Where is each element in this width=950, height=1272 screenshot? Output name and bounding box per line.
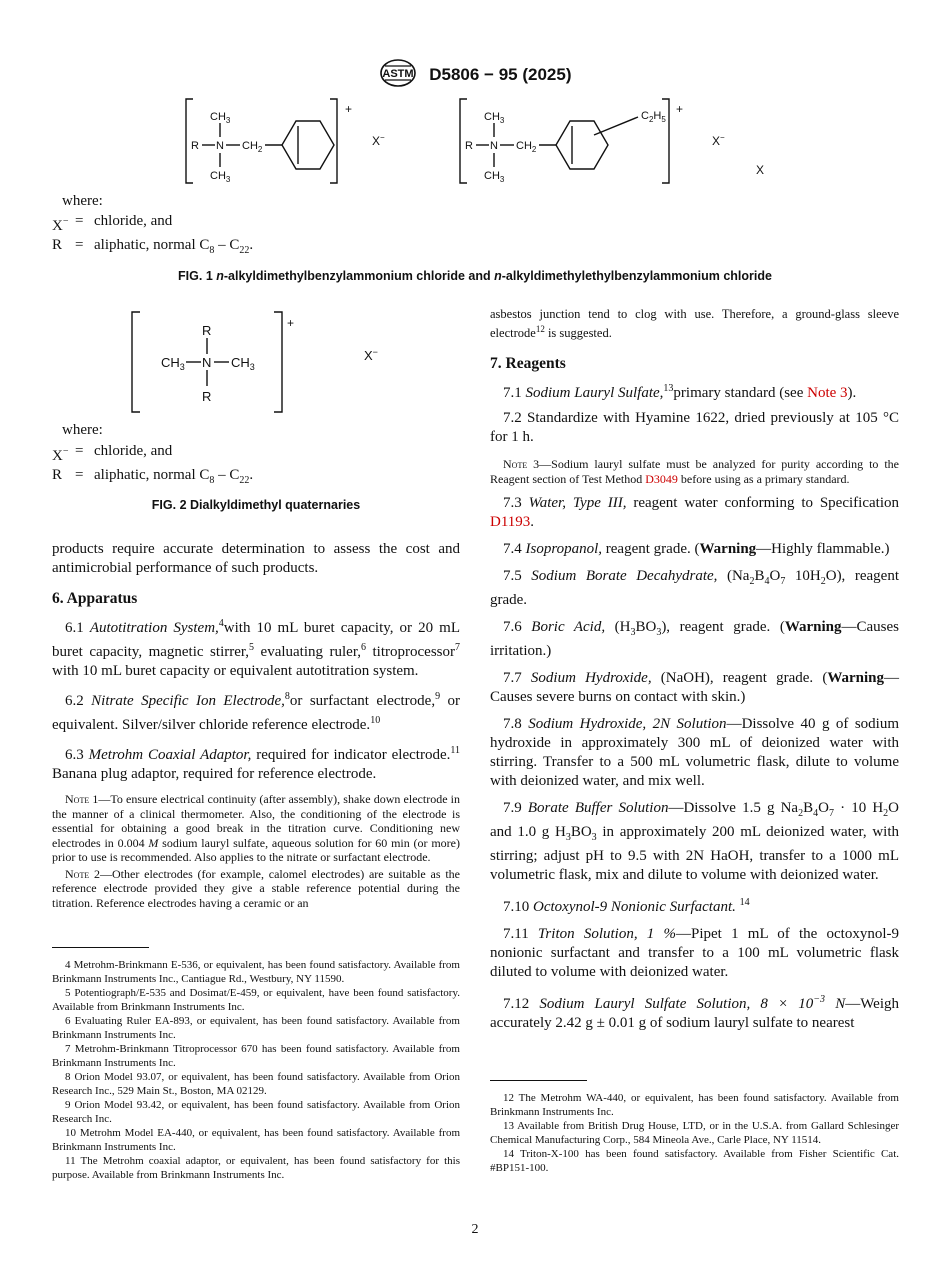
note-3: Note 3—Sodium lauryl sulfate must be analyzed for purity according to the Reagent section of Test Method D3049 before using as a primary standard. xyxy=(490,457,899,486)
fig2-structure xyxy=(128,310,398,418)
footnote-item: 9 Orion Model 93.42, or equivalent, has been found satisfactory. Available from Orion Research Inc. xyxy=(52,1099,460,1125)
fig2-caption: FIG. 2 Dialkyldimethyl quaternaries xyxy=(151,498,361,512)
paragraph-7-8: 7.8 Sodium Hydroxide, 2N Solution—Dissolve 40 g of sodium hydroxide in approximately 300 mL of deionized water with stirring. Transfer to a 500 mL volumetric flask, dilute to volume with deionized water, and mix well. xyxy=(490,716,900,790)
definition-row: R = aliphatic, normal $C_8 - C_{22}$. xyxy=(52,237,254,256)
standard-designation: D5806 − 95 (2025) xyxy=(429,64,572,84)
svg-text:R: R xyxy=(202,323,212,338)
paragraph-7-12: 7.12 Sodium Lauryl Sulfate Solution, $8 \times 10^{-3}$ N—Weigh accurately 2.42 g ± 0.01 g of sodium lauryl sulfate to nearest xyxy=(490,994,900,1032)
definition-row: X− = chloride, and xyxy=(52,443,173,464)
footnotes-right xyxy=(490,1091,899,1175)
svg-text:X−: X− xyxy=(372,133,385,148)
footnote-item: 6 Evaluating Ruler EA-893, or equivalent, has been found satisfactory. Available from Brinkmann Instruments Inc. xyxy=(52,1015,460,1041)
footnote-rule-right xyxy=(490,1080,587,1081)
note-2: Note 2—Other electrodes (for example, calomel electrodes) are suitable as the reference electrode provided they give a stable reference potential during the titration. Reference electrodes having a ceramic or an xyxy=(52,866,460,910)
definition-row: X− = chloride, and xyxy=(52,213,173,234)
footnote-rule-left xyxy=(52,947,149,948)
footnote-item: 4 Metrohm-Brinkmann E-536, or equivalent, has been found satisfactory. Available from Brinkmann Instruments Inc., Cantiague Rd., Westbury, NY 11590. xyxy=(52,959,460,985)
footnote-item: 5 Potentiograph/E-535 and Dosimat/E-459, or equivalent, have been found satisfactory. Available from Brinkmann Instruments Inc. xyxy=(52,987,460,1013)
section-7-heading: 7. Reagents xyxy=(490,355,566,373)
svg-text:+: + xyxy=(345,102,353,116)
svg-text:R: R xyxy=(191,140,199,152)
svg-text:N: N xyxy=(202,355,212,370)
fig2-definitions xyxy=(52,442,253,490)
svg-text:X: X xyxy=(756,163,765,177)
fig1-definitions xyxy=(52,212,253,260)
paragraph-6-1: 6.1 Autotitration System,$^4$with 10 mL buret capacity, or 20 mL buret capacity, magnetic stirrer,$^5$ evaluating ruler,$^6$ titroprocessor$^7$ with 10 mL buret capacity or equivalent autotitration system. xyxy=(52,618,460,679)
paragraph-7-6: 7.6 Boric Acid, $(H_3BO_3)$, reagent grade. (Warning—Causes irritation.) xyxy=(490,619,900,660)
svg-text:R: R xyxy=(202,389,212,404)
paragraph-7-1: 7.1 Sodium Lauryl Sulfate,$^{13}$primary standard (see Note 3). xyxy=(503,383,857,402)
left-column xyxy=(52,540,460,910)
svg-text:N: N xyxy=(490,140,498,152)
astm-logo xyxy=(379,58,417,93)
svg-text:+: + xyxy=(676,102,684,116)
paragraph-7-7: 7.7 Sodium Hydroxide, (NaOH), reagent grade. (Warning—Causes severe burns on contact with skin.) xyxy=(490,670,900,706)
section-6-heading: 6. Apparatus xyxy=(52,590,138,607)
svg-text:CH2: $CH_2$ xyxy=(242,140,263,154)
paragraph-6-2: 6.2 Nitrate Specific Ion Electrode,$^8$or surfactant electrode,$^9$ or equivalent. Silver/silver chloride reference electrode.$^{10}$ xyxy=(52,691,461,733)
footnote-item: 8 Orion Model 93.07, or equivalent, has been found satisfactory. Available from Orion Research Inc., 529 Main St., Boston, MA 02129. xyxy=(52,1071,460,1097)
d3049-link[interactable]: D3049 xyxy=(645,471,678,486)
footnote-item: 7 Metrohm-Brinkmann Titroprocessor 670 has been found satisfactory. Available from Brinkmann Instruments Inc. xyxy=(52,1043,460,1069)
paragraph-7-2: 7.2 Standardize with Hyamine 1622, dried previously at 105 °C for 1 h. xyxy=(490,410,899,446)
paragraph-7-3: 7.3 Water, Type III, reagent water conforming to Specification D1193. xyxy=(490,495,899,531)
footnote-item: 11 The Metrohm coaxial adaptor, or equivalent, has been found satisfactory for this purpose. Available from Brinkmann Instruments Inc. xyxy=(52,1155,460,1181)
footnote-item: 14 Triton-X-100 has been found satisfactory. Available from Fisher Scientific Cat. #BP151-100. xyxy=(490,1148,899,1174)
footnote-item: 13 Available from British Drug House, LTD, or in the U.S.A. from Gallard Schlesinger Chemical Manufacturing Corp., 584 Mineola Ave., Carle Place, NY 11514. xyxy=(490,1120,899,1146)
svg-text:C2H5: $C_2H_5$ xyxy=(641,110,666,124)
intro-paragraph: products require accurate determination to assess the cost and antimicrobial performance of such products. xyxy=(52,541,460,576)
svg-text:CH3: $CH_3$ xyxy=(484,170,505,184)
footnote-item: 12 The Metrohm WA-440, or equivalent, has been found satisfactory. Available from Brinkmann Instruments Inc. xyxy=(490,1092,899,1118)
svg-text:N: N xyxy=(216,140,224,152)
paragraph-7-10: 7.10 Octoxynol-9 Nonionic Surfactant. $^{14}$ xyxy=(503,897,750,916)
fig1-caption: FIG. 1 n-alkyldimethylbenzylammonium chloride and n-alkyldimethylethylbenzylammonium chloride xyxy=(178,269,772,283)
note-3-link[interactable]: Note 3 xyxy=(807,385,848,402)
page-header xyxy=(0,58,950,93)
paragraph-7-5: 7.5 Sodium Borate Decahydrate, ($Na_2B_4O_7$ $10H_2O$), reagent grade. xyxy=(490,568,899,609)
note-1: Note 1—To ensure electrical continuity (after assembly), shake down electrode in the manner of a clinical thermometer. Also, the conditioning of the electrode is essential for obtaining a good break in the titration curve. Conditioning new electrodes in 0.004 M sodium lauryl sulfate, aqueous solution for 60 min (or more) prior to use is recommended. Also applies to the nitrate or surfactant electrode. xyxy=(52,792,460,864)
fig2-where-label: where: xyxy=(62,422,103,438)
continued-note-text: asbestos junction tend to clog with use. Therefore, a ground-glass sleeve electrode$^{12}$ is suggested. xyxy=(490,307,899,341)
svg-text:X−: X− xyxy=(712,133,725,148)
svg-text:X−: X− xyxy=(364,347,378,363)
svg-text:R: R xyxy=(465,140,473,152)
paragraph-7-4: 7.4 Isopropanol, reagent grade. (Warning—Highly flammable.) xyxy=(503,541,890,558)
paragraph-7-9: 7.9 Borate Buffer Solution—Dissolve 1.5 g $Na_2B_4O_7 \cdot 10$ $H_2O$ and 1.0 g $H_3BO_3$ in approximately 200 mL deionized water, with stirring; adjust pH to 9.5 with 2N HaOH, transfer to a 1000 mL volumetric flask, mix and dilute to volume with deionized water. xyxy=(490,800,900,884)
definition-row: R = aliphatic, normal $C_8 - C_{22}$. xyxy=(52,467,254,486)
svg-text:CH3: $CH_3$ xyxy=(210,170,231,184)
footnotes-left xyxy=(52,958,460,1182)
svg-text:CH3: $CH_3$ xyxy=(210,111,231,125)
svg-text:CH2: $CH_2$ xyxy=(516,140,537,154)
d1193-link[interactable]: D1193 xyxy=(490,514,531,531)
paragraph-6-3: 6.3 Metrohm Coaxial Adaptor, required for indicator electrode.$^{11}$ Banana plug adaptor, required for reference electrode. xyxy=(52,745,460,782)
svg-text:CH3: $CH_3$ xyxy=(484,111,505,125)
page-number: 2 xyxy=(471,1222,479,1237)
fig1-structures xyxy=(180,95,800,190)
svg-text:CH3: $CH_3$ xyxy=(161,355,185,372)
right-column xyxy=(490,307,899,1033)
fig1-where-label: where: xyxy=(62,193,103,209)
svg-text:ASTM: ASTM xyxy=(381,68,414,80)
svg-text:CH3: $CH_3$ xyxy=(231,355,255,372)
svg-text:+: + xyxy=(287,316,295,330)
footnote-item: 10 Metrohm Model EA-440, or equivalent, has been found satisfactory. Available from Brinkmann Instruments Inc. xyxy=(52,1127,460,1153)
paragraph-7-11: 7.11 Triton Solution, 1 %—Pipet 1 mL of the octoxynol-9 nonionic surfactant and transfer to a 100 mL volumetric flask diluted to volume with deionized water. xyxy=(490,926,900,981)
